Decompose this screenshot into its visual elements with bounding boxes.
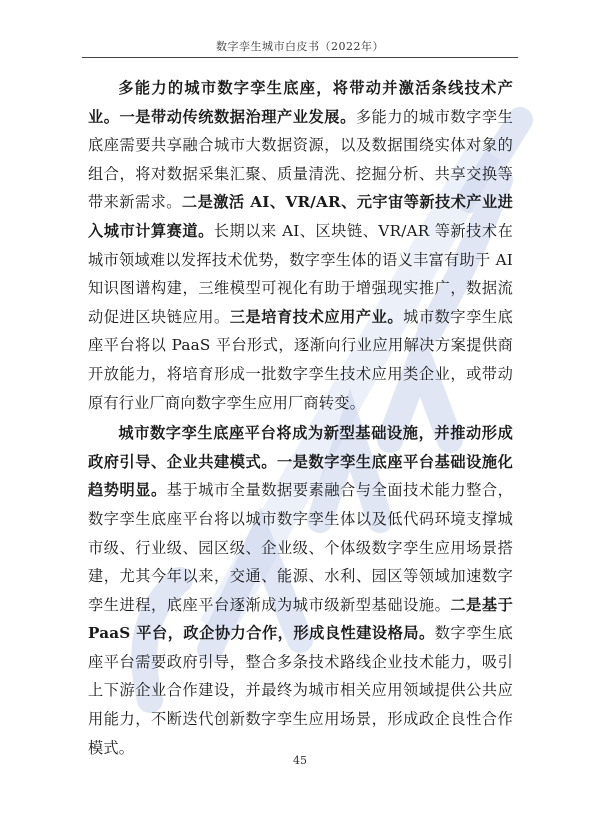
paragraph-industry-activation bbox=[88, 74, 513, 417]
para1-text-1: 多能力的城市数字孪生底座需要共享融合城市大数据资源，以及数据围绕实体对象的组合，将对数据采集汇聚、质量清洗、挖掘分析、共享交换等带来新需求。 bbox=[88, 107, 514, 212]
header-rule bbox=[82, 57, 518, 58]
page-number: 45 bbox=[293, 754, 307, 767]
paragraph-infrastructure bbox=[88, 419, 513, 762]
para2-text-2: 数字孪生底座平台需要政府引导，整合多条技术路线企业技术能力，吸引上下游企业合作建设，并最终为城市相关应用领域提供公共应用能力，不断迭代创新数字孪生应用场景，形成政企良性合作模式。 bbox=[88, 624, 514, 757]
para1-bold-3: 三是培育技术应用产业。 bbox=[229, 307, 404, 326]
para2-bold-2: 二是基于 PaaS 平台，政企协力合作，形成良性建设格局。 bbox=[88, 595, 513, 643]
para1-bold-2: 二是激活 AI、VR/AR、元宇宙等新技术产业进入城市计算赛道。 bbox=[88, 193, 514, 240]
para1-text-3: 城市数字孪生底座平台将以 PaaS 平台形式，逐渐向行业应用解决方案提供商开放能力，将培育形成一批数字孪生技术应用类企业，或带动原有行业厂商向数字孪生应用厂商转变。 bbox=[88, 307, 514, 412]
para1-lead-bold: 多能力的城市数字孪生底座，将带动并激活条线技术产业。一是带动传统数据治理产业发展。 bbox=[88, 79, 513, 126]
para2-text-1: 基于城市全量数据要素融合与全面技术能力整合，数字孪生底座平台将以城市数字孪生体以及低代码环境支撑城市级、行业级、园区级、企业级、个体级数字孪生应用场景搭建，尤其今年以来，交通、能源、水利、园区等领域加速数字孪生进程，底座平台逐渐成为城市级新型基础设施。 bbox=[88, 481, 514, 614]
para1-text-2: 长期以来 AI、区块链、VR/AR 等新技术在城市领域难以发挥技术优势，数字孪生体的语义丰富有助于 AI 知识图谱构建，三维模型可视化有助于增强现实推广，数据流动促进区块链应用。 bbox=[88, 221, 513, 326]
body-text bbox=[88, 74, 513, 762]
para2-lead-bold: 城市数字孪生底座平台将成为新型基础设施，并推动形成政府引导、企业共建模式。一是数字孪生底座平台基础设施化趋势明显。 bbox=[88, 424, 513, 500]
running-header: 数字孪生城市白皮书（2022年） bbox=[216, 40, 384, 53]
